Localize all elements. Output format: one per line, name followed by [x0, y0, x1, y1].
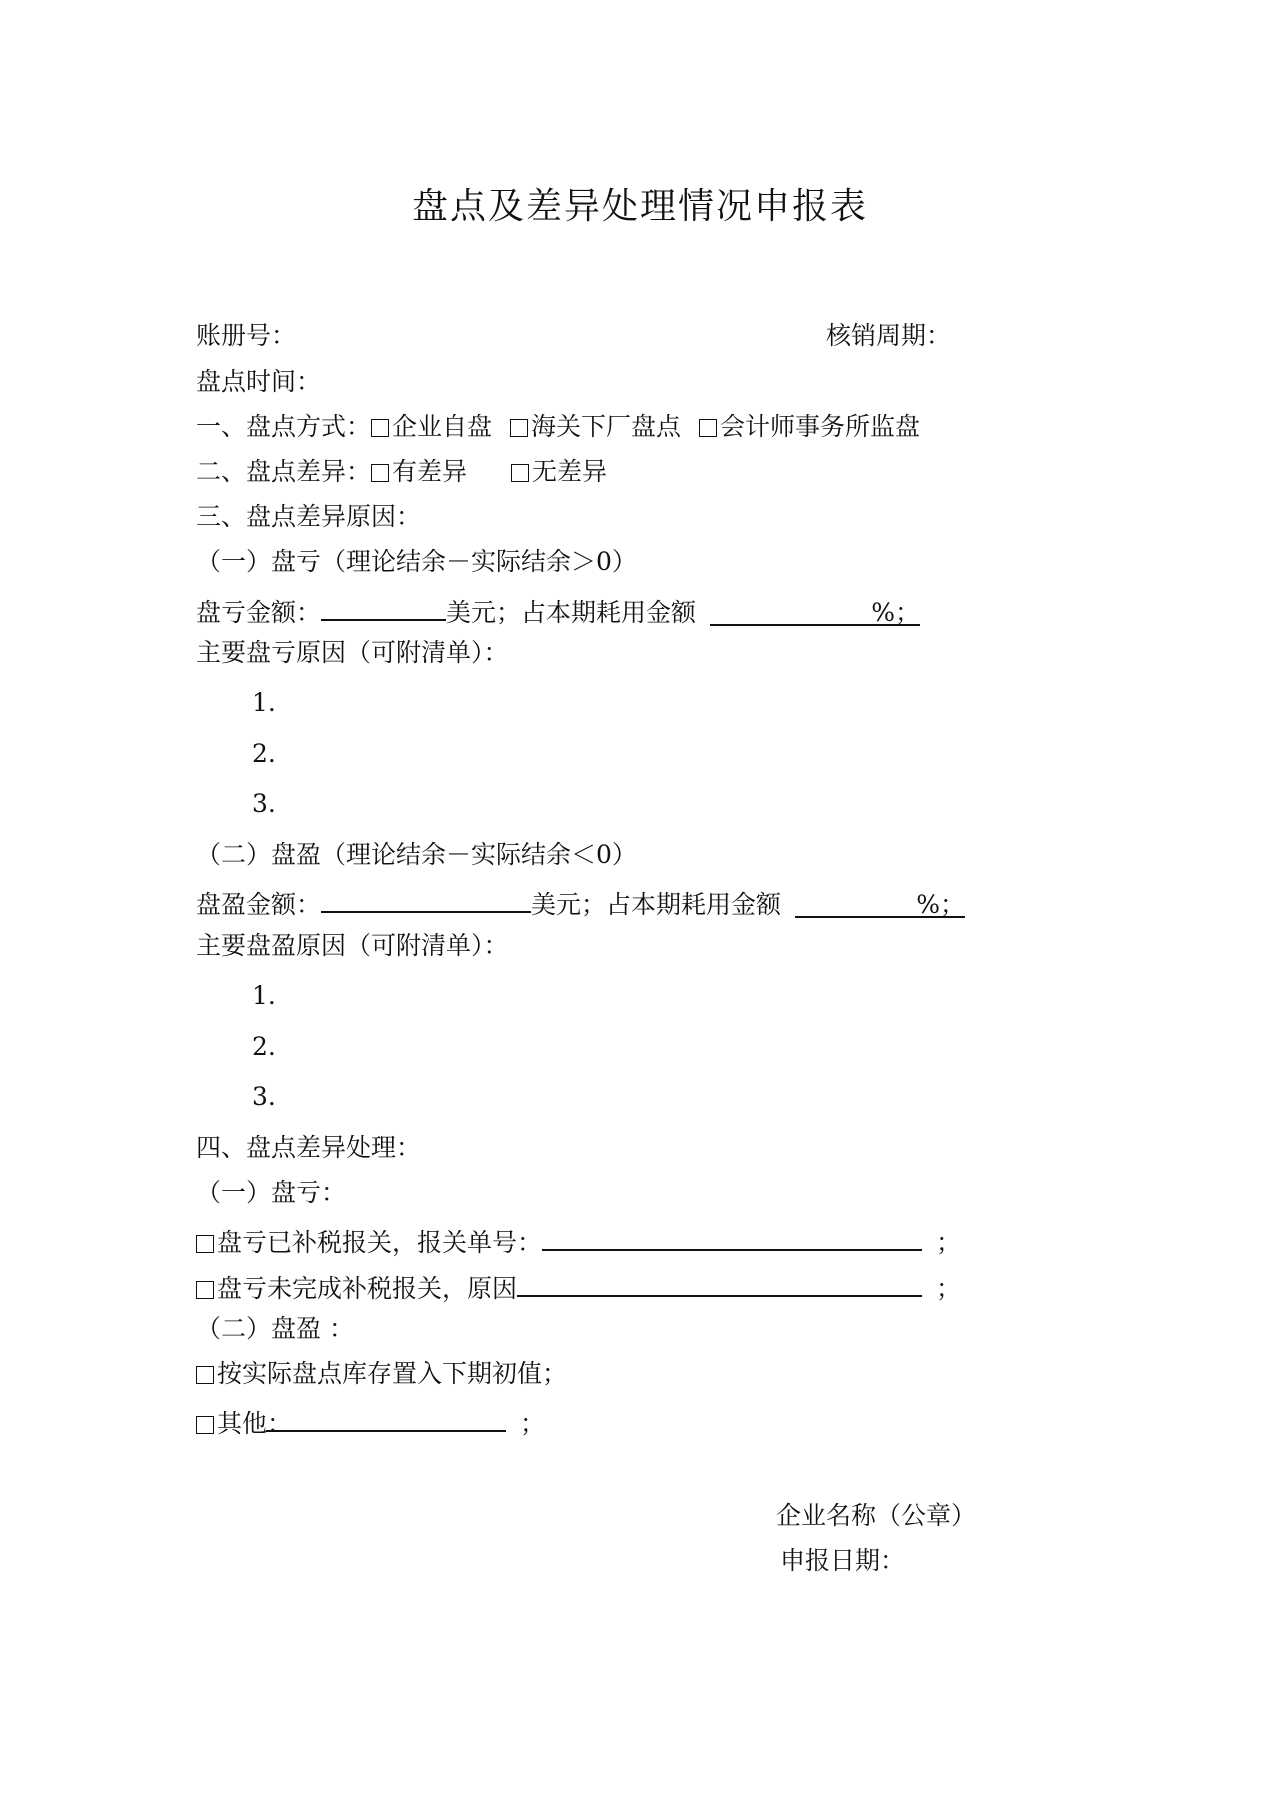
handling-loss-opt2-row — [196, 1269, 961, 1304]
semicolon-2: ； — [936, 1274, 962, 1303]
handling-loss-opt1-row — [196, 1223, 961, 1258]
method-option-customs: 海关下厂盘点 — [531, 412, 682, 441]
gain-item-1: 1. — [252, 981, 276, 1010]
untaxed-reason-field[interactable] — [517, 1269, 922, 1297]
loss-main-label: 主要盘亏原因（可附清单）： — [196, 638, 509, 667]
loss-amount-label: 盘亏金额： — [196, 598, 322, 627]
checkbox-customs[interactable] — [510, 419, 528, 437]
gain-percent-sign: %； — [916, 890, 966, 919]
semicolon-1: ； — [936, 1228, 962, 1257]
handling-loss-opt2: 盘亏未完成补税报关，原因 — [217, 1274, 518, 1303]
handling-loss-opt1: 盘亏已补税报关，报关单号： — [217, 1228, 543, 1257]
loss-item-1: 1. — [252, 688, 276, 717]
reasons-heading: 三、盘点差异原因： — [196, 502, 422, 531]
checkbox-self[interactable] — [371, 419, 389, 437]
loss-usd-text: 美元；占本期耗用金额 — [446, 598, 697, 627]
gain-percent-field[interactable] — [795, 890, 965, 918]
handling-gain-opt1-row — [196, 1359, 567, 1389]
checkbox-has-diff[interactable] — [371, 464, 389, 482]
method-row — [196, 412, 920, 442]
difference-option-yes: 有差异 — [392, 457, 468, 486]
company-name-label: 企业名称（公章） — [776, 1501, 977, 1530]
checkbox-loss-untaxed[interactable] — [196, 1281, 214, 1299]
loss-percent-field[interactable] — [710, 598, 920, 626]
gain-item-3: 3. — [252, 1082, 276, 1111]
period-label: 核销周期： — [826, 321, 952, 350]
handling-gain-heading: （二）盘盈 ： — [196, 1314, 354, 1343]
handling-gain-opt2-row — [196, 1404, 545, 1439]
page-title: 盘点及差异处理情况申报表 — [411, 186, 868, 227]
loss-heading: （一）盘亏（理论结余－实际结余＞0） — [196, 547, 637, 576]
loss-item-3: 3. — [252, 789, 276, 818]
loss-item-2: 2. — [252, 739, 276, 768]
other-field[interactable] — [266, 1404, 506, 1432]
checkbox-no-diff[interactable] — [511, 464, 529, 482]
handling-gain-opt2: 其他： — [217, 1409, 293, 1438]
handling-loss-heading: （一）盘亏： — [196, 1178, 347, 1207]
gain-usd-text: 美元；占本期耗用金额 — [531, 890, 782, 919]
method-option-self: 企业自盘 — [392, 412, 493, 441]
time-label: 盘点时间： — [196, 367, 322, 396]
loss-percent-sign: %； — [871, 598, 921, 627]
gain-amount-field[interactable] — [321, 885, 531, 913]
difference-row — [196, 457, 607, 487]
checkbox-gain-other[interactable] — [196, 1416, 214, 1434]
method-label: 一、盘点方式： — [196, 412, 372, 441]
difference-label: 二、盘点差异： — [196, 457, 372, 486]
difference-option-no: 无差异 — [532, 457, 608, 486]
ledger-label: 账册号： — [196, 321, 297, 350]
semicolon-3: ； — [520, 1409, 546, 1438]
declaration-number-field[interactable] — [542, 1223, 922, 1251]
checkbox-gain-carry[interactable] — [196, 1366, 214, 1384]
loss-amount-field[interactable] — [321, 593, 446, 621]
gain-amount-label: 盘盈金额： — [196, 890, 322, 919]
handling-heading: 四、盘点差异处理： — [196, 1133, 422, 1162]
checkbox-accountant[interactable] — [699, 419, 717, 437]
gain-item-2: 2. — [252, 1032, 276, 1061]
checkbox-loss-taxed[interactable] — [196, 1235, 214, 1253]
method-option-accountant: 会计师事务所监盘 — [720, 412, 921, 441]
gain-main-label: 主要盘盈原因（可附清单）： — [196, 931, 509, 960]
handling-gain-opt1: 按实际盘点库存置入下期初值； — [217, 1359, 568, 1388]
loss-amount-row — [196, 593, 920, 628]
gain-heading: （二）盘盈（理论结余－实际结余＜0） — [196, 840, 637, 869]
report-date-label: 申报日期： — [780, 1546, 906, 1575]
gain-amount-row — [196, 885, 965, 920]
